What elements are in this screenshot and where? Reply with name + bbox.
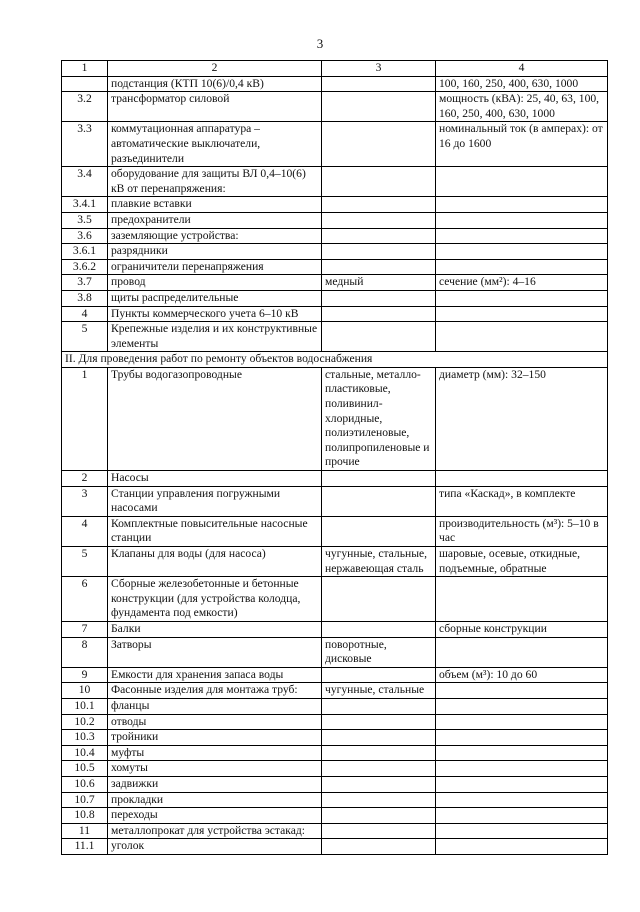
row-name: отводы <box>108 714 322 730</box>
row-name: задвижки <box>108 776 322 792</box>
row-number: 3.2 <box>62 92 108 122</box>
row-name: щиты распределительные <box>108 290 322 306</box>
row-number: 10.8 <box>62 808 108 824</box>
row-number: 10.5 <box>62 761 108 777</box>
row-number: 3.6 <box>62 228 108 244</box>
table-row <box>62 197 608 213</box>
column-header-material: 3 <box>322 61 436 77</box>
table-row <box>62 486 608 516</box>
row-material <box>322 306 436 322</box>
row-material <box>322 92 436 122</box>
row-material <box>322 823 436 839</box>
table-row <box>62 683 608 699</box>
table-row <box>62 122 608 167</box>
row-number: 3.4.1 <box>62 197 108 213</box>
row-name: Сборные железобетонные и бетонные конструкции (для устройства колодца, фундамента под емкости) <box>108 577 322 622</box>
column-header-spec: 4 <box>436 61 608 77</box>
row-spec: производительность (м³): 5–10 в час <box>436 516 608 546</box>
row-name: Комплектные повысительные насосные станции <box>108 516 322 546</box>
table-row <box>62 228 608 244</box>
table-row <box>62 776 608 792</box>
row-number: 3.4 <box>62 167 108 197</box>
row-name: плавкие вставки <box>108 197 322 213</box>
row-spec <box>436 745 608 761</box>
row-name: оборудование для защиты ВЛ 0,4–10(6) кВ от перенапряжения: <box>108 167 322 197</box>
table-row <box>62 698 608 714</box>
row-number: 5 <box>62 322 108 352</box>
row-spec <box>436 167 608 197</box>
row-number: 10.3 <box>62 730 108 746</box>
row-name: переходы <box>108 808 322 824</box>
row-spec <box>436 322 608 352</box>
row-name: подстанция (КТП 10(6)/0,4 кВ) <box>108 76 322 92</box>
table-row <box>62 637 608 667</box>
row-number: 3.5 <box>62 212 108 228</box>
table-row <box>62 322 608 352</box>
row-spec <box>436 808 608 824</box>
row-spec <box>436 637 608 667</box>
row-name: прокладки <box>108 792 322 808</box>
row-number: 1 <box>62 367 108 470</box>
row-number: 2 <box>62 471 108 487</box>
table-row <box>62 808 608 824</box>
materials-table <box>61 60 608 855</box>
row-spec <box>436 197 608 213</box>
table-row <box>62 244 608 260</box>
row-name: трансформатор силовой <box>108 92 322 122</box>
row-name: Емкости для хранения запаса воды <box>108 667 322 683</box>
row-spec <box>436 212 608 228</box>
row-name: заземляющие устройства: <box>108 228 322 244</box>
column-header-number: 1 <box>62 61 108 77</box>
row-material <box>322 839 436 855</box>
row-spec <box>436 228 608 244</box>
row-number: 3.6.1 <box>62 244 108 260</box>
row-material <box>322 698 436 714</box>
table-row <box>62 839 608 855</box>
page-number: 3 <box>316 36 324 51</box>
row-material <box>322 212 436 228</box>
row-name: ограничители перенапряжения <box>108 259 322 275</box>
table-row <box>62 92 608 122</box>
row-spec <box>436 683 608 699</box>
table-header-row <box>62 61 608 77</box>
row-spec: объем (м³): 10 до 60 <box>436 667 608 683</box>
row-name: Трубы водогазопроводные <box>108 367 322 470</box>
row-number: 4 <box>62 306 108 322</box>
row-spec: номинальный ток (в амперах): от 16 до 1600 <box>436 122 608 167</box>
row-material <box>322 122 436 167</box>
row-name: провод <box>108 275 322 291</box>
row-material <box>322 621 436 637</box>
row-number: 7 <box>62 621 108 637</box>
row-material <box>322 745 436 761</box>
table-row <box>62 730 608 746</box>
column-header-name: 2 <box>108 61 322 77</box>
row-number: 6 <box>62 577 108 622</box>
row-material <box>322 167 436 197</box>
table-row <box>62 621 608 637</box>
row-material: поворотные, дисковые <box>322 637 436 667</box>
row-material <box>322 516 436 546</box>
row-material <box>322 776 436 792</box>
row-number: 4 <box>62 516 108 546</box>
row-spec <box>436 776 608 792</box>
row-material: чугунные, стальные, нержавеющая сталь <box>322 547 436 577</box>
row-name: металлопрокат для устройства эстакад: <box>108 823 322 839</box>
row-spec <box>436 244 608 260</box>
row-material <box>322 76 436 92</box>
table-row <box>62 745 608 761</box>
section-title: II. Для проведения работ по ремонту объектов водоснабжения <box>62 352 608 368</box>
table-row <box>62 547 608 577</box>
table-row <box>62 667 608 683</box>
row-spec <box>436 698 608 714</box>
table-row <box>62 76 608 92</box>
table-row <box>62 792 608 808</box>
row-spec: 100, 160, 250, 400, 630, 1000 <box>436 76 608 92</box>
row-material <box>322 577 436 622</box>
row-name: Насосы <box>108 471 322 487</box>
row-material <box>322 761 436 777</box>
row-spec <box>436 306 608 322</box>
row-name: фланцы <box>108 698 322 714</box>
row-material <box>322 792 436 808</box>
row-spec <box>436 290 608 306</box>
section-row <box>62 352 608 368</box>
table-row <box>62 823 608 839</box>
table-row <box>62 714 608 730</box>
table-row <box>62 471 608 487</box>
row-spec: диаметр (мм): 32–150 <box>436 367 608 470</box>
row-number: 3.6.2 <box>62 259 108 275</box>
table-row <box>62 290 608 306</box>
row-number: 8 <box>62 637 108 667</box>
row-spec: сборные конструкции <box>436 621 608 637</box>
row-material <box>322 322 436 352</box>
row-name: хомуты <box>108 761 322 777</box>
row-name: Затворы <box>108 637 322 667</box>
row-name: уголок <box>108 839 322 855</box>
row-spec: типа «Каскад», в комплекте <box>436 486 608 516</box>
row-spec <box>436 259 608 275</box>
table-row <box>62 212 608 228</box>
row-material: стальные, металло-пластиковые, поливинил-хлоридные, полиэтиленовые, полипропиленовые и прочие <box>322 367 436 470</box>
row-number: 9 <box>62 667 108 683</box>
row-number: 10.6 <box>62 776 108 792</box>
table-row <box>62 306 608 322</box>
row-name: муфты <box>108 745 322 761</box>
row-number: 10.7 <box>62 792 108 808</box>
row-number: 11.1 <box>62 839 108 855</box>
row-material <box>322 667 436 683</box>
row-material <box>322 290 436 306</box>
row-number: 10.2 <box>62 714 108 730</box>
row-material <box>322 259 436 275</box>
row-number: 10.4 <box>62 745 108 761</box>
row-material <box>322 714 436 730</box>
row-name: Пункты коммерческого учета 6–10 кВ <box>108 306 322 322</box>
row-spec: сечение (мм²): 4–16 <box>436 275 608 291</box>
row-number: 10 <box>62 683 108 699</box>
row-number: 10.1 <box>62 698 108 714</box>
row-spec <box>436 792 608 808</box>
row-name: тройники <box>108 730 322 746</box>
table-row <box>62 577 608 622</box>
table-row <box>62 516 608 546</box>
table-row <box>62 275 608 291</box>
table-row <box>62 761 608 777</box>
row-number: 3.3 <box>62 122 108 167</box>
row-material <box>322 471 436 487</box>
row-spec <box>436 714 608 730</box>
row-name: коммутационная аппаратура – автоматические выключатели, разъединители <box>108 122 322 167</box>
row-number: 3.8 <box>62 290 108 306</box>
row-spec: шаровые, осевые, откидные, подъемные, обратные <box>436 547 608 577</box>
row-spec <box>436 471 608 487</box>
row-name: Клапаны для воды (для насоса) <box>108 547 322 577</box>
row-spec <box>436 839 608 855</box>
row-number: 3 <box>62 486 108 516</box>
row-material: чугунные, стальные <box>322 683 436 699</box>
row-spec <box>436 761 608 777</box>
row-spec <box>436 577 608 622</box>
row-material <box>322 808 436 824</box>
row-material: медный <box>322 275 436 291</box>
table-row <box>62 259 608 275</box>
row-name: разрядники <box>108 244 322 260</box>
row-name: Балки <box>108 621 322 637</box>
row-spec <box>436 730 608 746</box>
row-material <box>322 197 436 213</box>
row-number: 5 <box>62 547 108 577</box>
row-material <box>322 486 436 516</box>
row-spec <box>436 823 608 839</box>
row-number <box>62 76 108 92</box>
row-name: Станции управления погружными насосами <box>108 486 322 516</box>
row-spec: мощность (кВА): 25, 40, 63, 100, 160, 250, 400, 630, 1000 <box>436 92 608 122</box>
row-name: Фасонные изделия для монтажа труб: <box>108 683 322 699</box>
row-number: 11 <box>62 823 108 839</box>
table-row <box>62 367 608 470</box>
table-row <box>62 167 608 197</box>
row-material <box>322 244 436 260</box>
row-number: 3.7 <box>62 275 108 291</box>
row-material <box>322 228 436 244</box>
row-name: предохранители <box>108 212 322 228</box>
row-material <box>322 730 436 746</box>
row-name: Крепежные изделия и их конструктивные элементы <box>108 322 322 352</box>
